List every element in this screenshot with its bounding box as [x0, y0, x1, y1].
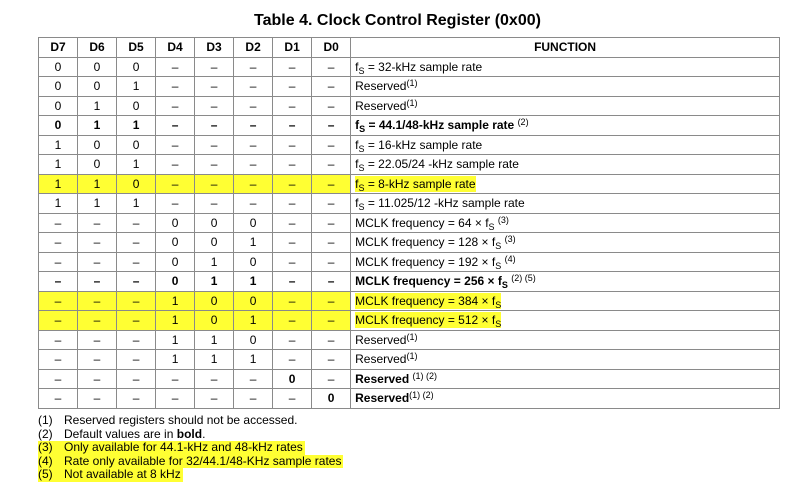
bit-cell-d3: – — [195, 389, 234, 409]
footnote-line — [38, 428, 343, 442]
function-subscript: S — [358, 163, 365, 173]
bit-cell-d1: – — [273, 272, 312, 292]
bit-cell-d6: – — [78, 291, 117, 311]
bit-cell-d2: 0 — [234, 291, 273, 311]
bit-cell-d2: – — [234, 369, 273, 389]
function-cell — [351, 272, 780, 292]
bit-cell-d3: – — [195, 135, 234, 155]
function-subscript: S — [358, 143, 365, 154]
function-subscript: S — [358, 65, 365, 76]
bit-cell-d5: – — [117, 350, 156, 370]
footnote-text: Default values are in — [64, 426, 177, 441]
bit-cell-d7: – — [39, 330, 78, 350]
footnote-line — [38, 441, 343, 455]
table-row — [39, 389, 780, 409]
bit-cell-d4: 1 — [156, 350, 195, 370]
bit-cell-d0: – — [312, 57, 351, 77]
bit-cell-d6: 1 — [78, 116, 117, 136]
bit-cell-d1: – — [273, 174, 312, 194]
bit-cell-d4: – — [156, 194, 195, 214]
bit-cell-d5: 0 — [117, 135, 156, 155]
function-text: Reserved — [355, 391, 410, 405]
function-cell — [351, 96, 780, 116]
footnote-ref: (3) — [497, 214, 509, 225]
clock-control-register-table — [38, 37, 780, 409]
bit-cell-d0: – — [312, 272, 351, 292]
footnote-text: Reserved registers should not be accessed. — [64, 413, 298, 427]
bit-cell-d6: – — [78, 233, 117, 253]
bit-cell-d0: – — [312, 155, 351, 175]
function-text-tail: = 8-kHz sample rate — [364, 176, 476, 191]
function-subscript: S — [358, 182, 365, 193]
bit-cell-d4: 1 — [156, 291, 195, 311]
bit-cell-d6: 0 — [78, 135, 117, 155]
table-row — [39, 194, 780, 214]
bit-cell-d1: – — [273, 252, 312, 272]
bit-cell-d2: – — [234, 155, 273, 175]
footnote-text: Rate only available for 32/44.1/48-KHz sample rates — [64, 453, 342, 468]
function-subscript: S — [358, 202, 365, 212]
bit-cell-d2: 0 — [234, 330, 273, 350]
header-d2: D2 — [234, 38, 273, 58]
bit-cell-d0: – — [312, 135, 351, 155]
function-cell — [351, 57, 780, 77]
bit-cell-d4: – — [156, 77, 195, 97]
bit-cell-d6: 1 — [78, 194, 117, 214]
function-text: f — [355, 196, 359, 210]
table-row — [39, 77, 780, 97]
footnote-ref: (4) — [504, 253, 516, 264]
bit-cell-d6: 0 — [78, 57, 117, 77]
bit-cell-d7: – — [39, 291, 78, 311]
table-row — [39, 174, 780, 194]
function-text: MCLK frequency = 64 × f — [355, 215, 489, 230]
bit-cell-d4: – — [156, 174, 195, 194]
bit-cell-d2: 1 — [234, 350, 273, 370]
function-text: f — [355, 137, 359, 152]
bit-cell-d5: – — [117, 291, 156, 311]
bit-cell-d7: – — [39, 252, 78, 272]
table-row — [39, 272, 780, 292]
bit-cell-d7: 1 — [39, 174, 78, 194]
header-d3: D3 — [195, 38, 234, 58]
bit-cell-d1: – — [273, 155, 312, 175]
bit-cell-d3: 0 — [195, 233, 234, 253]
bit-cell-d5: 1 — [117, 194, 156, 214]
bit-cell-d4: 0 — [156, 272, 195, 292]
bit-cell-d4: – — [156, 389, 195, 409]
bit-cell-d6: 0 — [78, 155, 117, 175]
footnote-tail: . — [202, 426, 206, 441]
footnote-bold-text: bold — [176, 426, 203, 441]
bit-cell-d2: – — [234, 116, 273, 136]
bit-cell-d2: 1 — [234, 233, 273, 253]
bit-cell-d3: – — [195, 174, 234, 194]
bit-cell-d1: – — [273, 135, 312, 155]
function-text: MCLK frequency = 192 × f — [355, 254, 496, 269]
function-text: f — [355, 59, 359, 74]
table-row — [39, 233, 780, 253]
bit-cell-d5: 0 — [117, 57, 156, 77]
bit-cell-d0: – — [312, 116, 351, 136]
bit-cell-d1: – — [273, 330, 312, 350]
function-cell — [351, 213, 780, 233]
bit-cell-d1: – — [273, 350, 312, 370]
bit-cell-d2: – — [234, 194, 273, 214]
bit-cell-d7: 0 — [39, 57, 78, 77]
bit-cell-d4: 0 — [156, 213, 195, 233]
function-text: MCLK frequency = 128 × f — [355, 235, 496, 249]
function-text: f — [355, 176, 359, 191]
bit-cell-d7: 0 — [39, 116, 78, 136]
bit-cell-d6: – — [78, 311, 117, 331]
bit-cell-d7: – — [39, 350, 78, 370]
bit-cell-d4: 0 — [156, 233, 195, 253]
bit-cell-d5: – — [117, 233, 156, 253]
bit-cell-d1: – — [273, 77, 312, 97]
bit-cell-d6: – — [78, 389, 117, 409]
bit-cell-d4: – — [156, 116, 195, 136]
bit-cell-d5: – — [117, 272, 156, 292]
table-row — [39, 291, 780, 311]
bit-cell-d2: – — [234, 77, 273, 97]
bit-cell-d1: 0 — [273, 369, 312, 389]
bit-cell-d6: – — [78, 213, 117, 233]
footnote-ref: (3) — [504, 234, 516, 244]
bit-cell-d2: – — [234, 96, 273, 116]
footnote-ref: (2) — [517, 117, 529, 127]
bit-cell-d7: – — [39, 311, 78, 331]
bit-cell-d0: 0 — [312, 389, 351, 409]
function-text: Reserved — [355, 98, 407, 113]
bit-cell-d0: – — [312, 77, 351, 97]
bit-cell-d5: – — [117, 252, 156, 272]
function-text: MCLK frequency = 256 × f — [355, 274, 502, 288]
bit-cell-d6: 1 — [78, 96, 117, 116]
bit-cell-d2: – — [234, 135, 273, 155]
header-function: FUNCTION — [351, 38, 780, 58]
bit-cell-d0: – — [312, 96, 351, 116]
bit-cell-d7: – — [39, 272, 78, 292]
footnote-ref: (1) — [406, 351, 418, 361]
function-cell — [351, 350, 780, 370]
table-row — [39, 135, 780, 155]
bit-cell-d5: – — [117, 330, 156, 350]
table-row — [39, 330, 780, 350]
bit-cell-d6: – — [78, 330, 117, 350]
bit-cell-d3: – — [195, 369, 234, 389]
bit-cell-d2: – — [234, 174, 273, 194]
table-title: Table 4. Clock Control Register (0x00) — [254, 12, 541, 29]
function-cell — [351, 330, 780, 350]
footnote-line — [38, 468, 343, 482]
bit-cell-d5: 1 — [117, 116, 156, 136]
footnotes — [38, 414, 343, 482]
bit-cell-d4: 0 — [156, 252, 195, 272]
bit-cell-d3: – — [195, 57, 234, 77]
bit-cell-d6: – — [78, 350, 117, 370]
function-text: Reserved — [355, 352, 407, 366]
function-text-tail: = 16-kHz sample rate — [364, 137, 483, 152]
bit-cell-d1: – — [273, 57, 312, 77]
header-d1: D1 — [273, 38, 312, 58]
function-text: MCLK frequency = 512 × f — [355, 313, 496, 327]
footnote-number: (3) — [38, 440, 53, 454]
bit-cell-d7: 1 — [39, 155, 78, 175]
bit-cell-d0: – — [312, 194, 351, 214]
bit-cell-d3: 1 — [195, 350, 234, 370]
header-d7: D7 — [39, 38, 78, 58]
bit-cell-d3: – — [195, 155, 234, 175]
header-d6: D6 — [78, 38, 117, 58]
bit-cell-d1: – — [273, 233, 312, 253]
table-row — [39, 369, 780, 389]
bit-cell-d7: 1 — [39, 135, 78, 155]
function-subscript: S — [501, 280, 508, 290]
footnote-number: (1) — [38, 413, 53, 427]
table-row — [39, 213, 780, 233]
bit-cell-d4: 1 — [156, 330, 195, 350]
function-cell — [351, 369, 780, 389]
footnote-number: (4) — [38, 453, 53, 468]
bit-cell-d0: – — [312, 291, 351, 311]
function-cell — [351, 116, 780, 136]
bit-cell-d5: – — [117, 369, 156, 389]
bit-cell-d1: – — [273, 311, 312, 331]
footnote-ref: (1) (2) — [409, 390, 434, 400]
bit-cell-d4: – — [156, 57, 195, 77]
bit-cell-d2: 0 — [234, 213, 273, 233]
bit-cell-d1: – — [273, 291, 312, 311]
bit-cell-d3: 1 — [195, 272, 234, 292]
function-subscript: S — [495, 319, 502, 329]
bit-cell-d2: – — [234, 389, 273, 409]
bit-cell-d3: 1 — [195, 330, 234, 350]
table-row — [39, 96, 780, 116]
function-cell — [351, 252, 780, 272]
bit-cell-d6: 1 — [78, 174, 117, 194]
footnote-text: Only available for 44.1-kHz and 48-kHz rates — [64, 440, 303, 454]
table-body — [39, 57, 780, 408]
footnote-line — [38, 414, 343, 428]
function-subscript: S — [495, 299, 502, 310]
bit-cell-d1: – — [273, 96, 312, 116]
function-text: f — [355, 157, 359, 171]
table-row — [39, 350, 780, 370]
footnote-text: Not available at 8 kHz — [64, 467, 181, 481]
footnote-number: (5) — [38, 467, 53, 481]
bit-cell-d7: – — [39, 213, 78, 233]
function-text-tail: = 32-kHz sample rate — [364, 59, 483, 74]
footnote-ref: (1) (2) — [412, 370, 438, 381]
bit-cell-d1: – — [273, 389, 312, 409]
function-cell — [351, 291, 780, 311]
function-cell — [351, 77, 780, 97]
bit-cell-d3: 1 — [195, 252, 234, 272]
bit-cell-d0: – — [312, 233, 351, 253]
bit-cell-d1: – — [273, 116, 312, 136]
bit-cell-d6: – — [78, 252, 117, 272]
bit-cell-d0: – — [312, 350, 351, 370]
footnote-ref: (1) — [406, 97, 418, 108]
bit-cell-d3: – — [195, 77, 234, 97]
bit-cell-d6: – — [78, 272, 117, 292]
header-d5: D5 — [117, 38, 156, 58]
bit-cell-d6: 0 — [78, 77, 117, 97]
bit-cell-d5: 0 — [117, 174, 156, 194]
bit-cell-d7: – — [39, 389, 78, 409]
function-subscript: S — [495, 241, 502, 251]
bit-cell-d3: – — [195, 194, 234, 214]
bit-cell-d0: – — [312, 174, 351, 194]
function-text-tail: = 22.05/24 -kHz sample rate — [364, 157, 519, 171]
function-text: f — [355, 118, 360, 132]
bit-cell-d0: – — [312, 213, 351, 233]
header-row — [39, 38, 780, 58]
function-cell — [351, 174, 780, 194]
header-d0: D0 — [312, 38, 351, 58]
bit-cell-d1: – — [273, 213, 312, 233]
bit-cell-d2: 0 — [234, 252, 273, 272]
bit-cell-d7: 0 — [39, 77, 78, 97]
function-text: Reserved — [355, 371, 410, 386]
bit-cell-d5: 1 — [117, 77, 156, 97]
bit-cell-d7: – — [39, 233, 78, 253]
bit-cell-d2: 1 — [234, 272, 273, 292]
table-row — [39, 57, 780, 77]
bit-cell-d7: – — [39, 369, 78, 389]
bit-cell-d5: 0 — [117, 96, 156, 116]
bit-cell-d2: 1 — [234, 311, 273, 331]
function-cell — [351, 389, 780, 409]
bit-cell-d7: 1 — [39, 194, 78, 214]
table-row — [39, 116, 780, 136]
bit-cell-d0: – — [312, 369, 351, 389]
bit-cell-d4: – — [156, 155, 195, 175]
bit-cell-d5: – — [117, 311, 156, 331]
bit-cell-d5: – — [117, 213, 156, 233]
bit-cell-d2: – — [234, 57, 273, 77]
bit-cell-d4: – — [156, 96, 195, 116]
bit-cell-d5: – — [117, 389, 156, 409]
function-text: MCLK frequency = 384 × f — [355, 293, 496, 308]
bit-cell-d3: 0 — [195, 311, 234, 331]
bit-cell-d7: 0 — [39, 96, 78, 116]
bit-cell-d3: 0 — [195, 213, 234, 233]
footnote-number: (2) — [38, 426, 53, 441]
bit-cell-d5: 1 — [117, 155, 156, 175]
function-cell — [351, 311, 780, 331]
footnote-ref: (2) (5) — [511, 273, 536, 283]
bit-cell-d4: – — [156, 135, 195, 155]
function-cell — [351, 135, 780, 155]
bit-cell-d4: 1 — [156, 311, 195, 331]
bit-cell-d3: 0 — [195, 291, 234, 311]
function-cell — [351, 233, 780, 253]
function-subscript: S — [488, 221, 495, 232]
footnote-ref: (1) — [406, 331, 418, 342]
function-cell — [351, 155, 780, 175]
function-text-tail: = 44.1/48-kHz sample rate — [365, 118, 518, 132]
header-d4: D4 — [156, 38, 195, 58]
table-row — [39, 155, 780, 175]
function-text-tail: = 11.025/12 -kHz sample rate — [364, 196, 525, 210]
table-row — [39, 311, 780, 331]
function-subscript: S — [495, 260, 502, 271]
bit-cell-d4: – — [156, 369, 195, 389]
bit-cell-d6: – — [78, 369, 117, 389]
function-text: Reserved — [355, 332, 407, 347]
footnote-ref: (1) — [406, 78, 418, 88]
bit-cell-d3: – — [195, 116, 234, 136]
bit-cell-d0: – — [312, 330, 351, 350]
bit-cell-d3: – — [195, 96, 234, 116]
table-row — [39, 252, 780, 272]
function-cell — [351, 194, 780, 214]
bit-cell-d0: – — [312, 252, 351, 272]
bit-cell-d0: – — [312, 311, 351, 331]
footnote-line — [38, 455, 343, 469]
function-text: Reserved — [355, 79, 407, 93]
bit-cell-d1: – — [273, 194, 312, 214]
function-subscript: S — [359, 124, 366, 134]
